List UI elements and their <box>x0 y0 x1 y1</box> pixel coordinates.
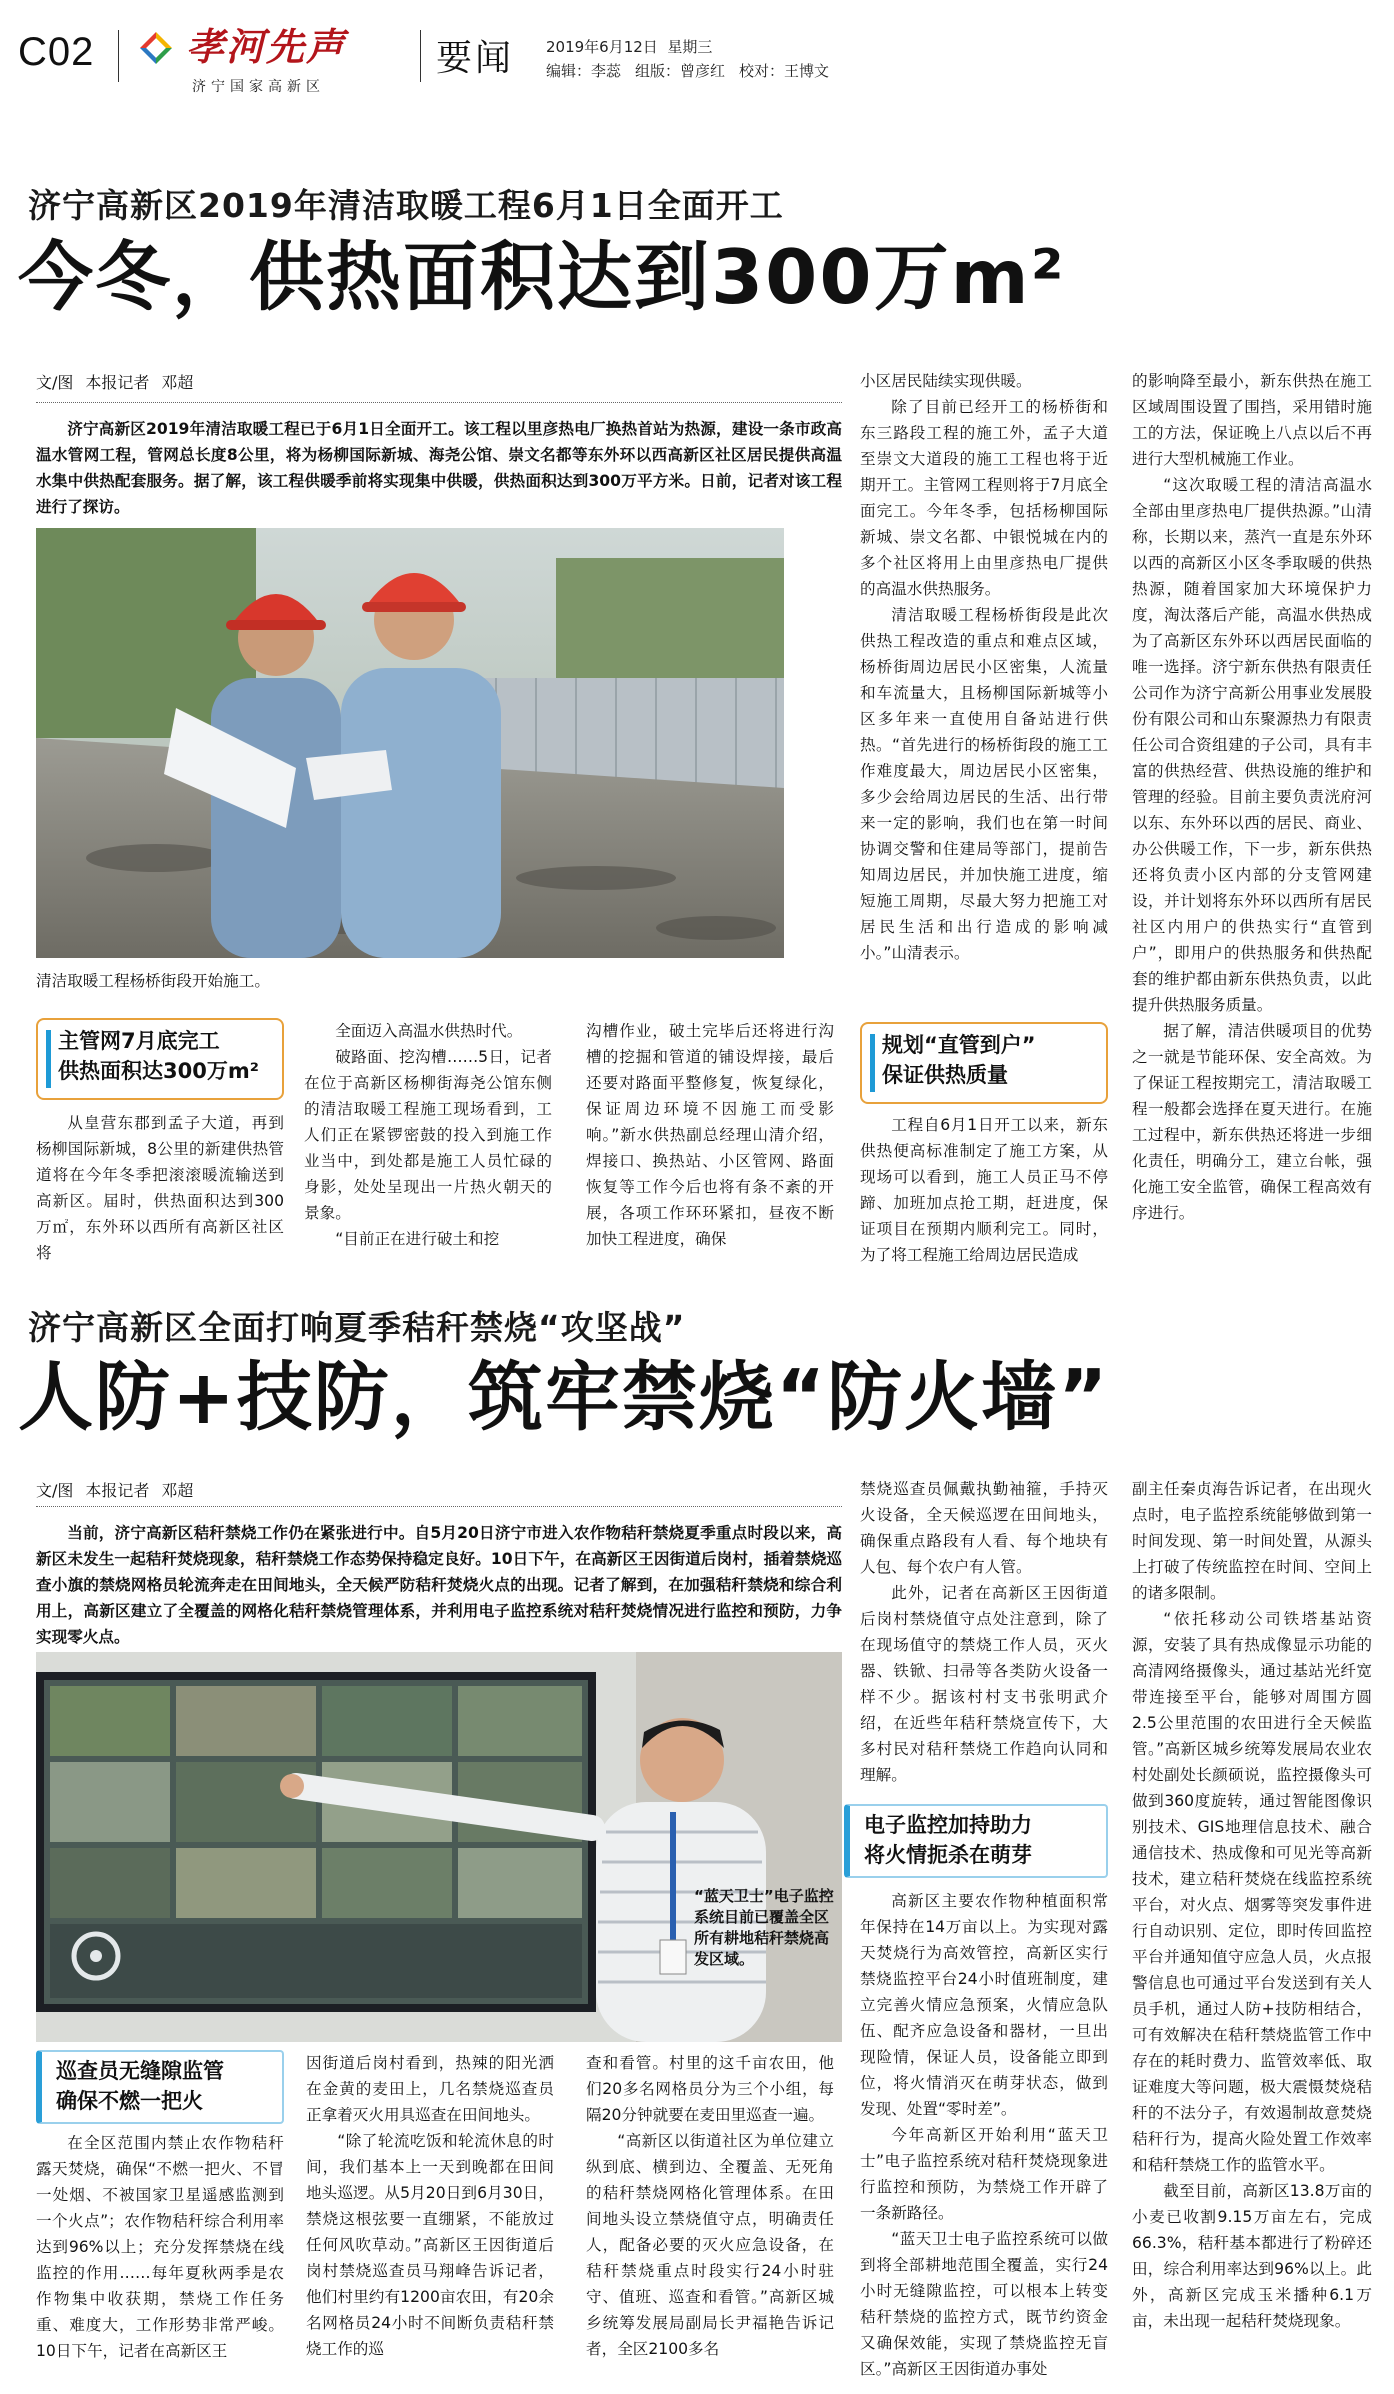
article1-kicker: 济宁高新区2019年清洁取暖工程6月1日全面开工 <box>28 186 784 225</box>
subhead-line-2: 确保不燃一把火 <box>56 2089 203 2113</box>
subhead-line-1: 巡查员无缝隙监管 <box>56 2059 224 2083</box>
article1-column-3 <box>586 1018 834 1286</box>
byline-name: 邓超 <box>161 373 194 392</box>
paragraph: “除了轮流吃饭和轮流休息的时间，我们基本上一天到晚都在田间地头巡逻。从5月20日到6月30日，禁烧这根弦要一直绷紧，不能放过任何风吹草动。”高新区王因街道后岗村禁烧巡查员马翔峰告诉记者，他们村里约有1200亩农田，有20余名网格员24小时不间断负责秸秆禁烧工作的巡 <box>306 2132 554 2358</box>
byline-name: 邓超 <box>161 1481 194 1500</box>
article1-column-6 <box>1132 368 1372 1288</box>
article2-column-2 <box>306 2050 554 2388</box>
article1-subhead-1 <box>36 1018 284 1100</box>
paragraph: “目前正在进行破土和挖 <box>335 1230 500 1248</box>
article1-subhead-2 <box>860 1022 1108 1104</box>
paragraph: 据了解，清洁供暖项目的优势之一就是节能环保、安全高效。为了保证工程按期完工，清洁取暖工程一般都会选择在夏天进行。在施工过程中，新东供热还将进一步细化责任，明确分工，建立台帐，强化施工安全监管，确保工程高效有序进行。 <box>1132 1022 1372 1222</box>
paragraph: 小区居民陆续实现供暖。 <box>860 372 1032 390</box>
subhead-line-1: 主管网7月底完工 <box>58 1029 220 1053</box>
article1-headline: 今冬，供热面积达到300万m² <box>18 233 1066 321</box>
issue-date <box>546 36 712 57</box>
subhead-line-2: 将火情扼杀在萌芽 <box>864 1843 1032 1867</box>
byline-role: 文/图 <box>36 1481 74 1500</box>
paragraph: “高新区以街道社区为单位建立纵到底、横到边、全覆盖、无死角的秸秆禁烧网格化管理体系。在田间地头设立禁烧值守点，明确责任人，配备必要的灭火应急设备，在秸秆禁烧重点时段实行24小时驻守、值班、巡查和看管。”高新区城乡统筹发展局副局长尹福艳告诉记者，全区2100多名 <box>586 2132 834 2358</box>
article1-lead <box>36 416 842 520</box>
subhead-line-2: 保证供热质量 <box>882 1063 1008 1087</box>
paragraph: 工程自6月1日开工以来，新东供热便高标准制定了施工方案，从现场可以看到，施工人员正马不停蹄、加班加点抢工期，赶进度，保证项目在预期内顺利完工。同时，为了将工程施工给周边居民造成 <box>860 1116 1108 1264</box>
date: 2019年6月12日 <box>546 38 658 56</box>
article1-column-1 <box>36 1110 284 1286</box>
paragraph: 破路面、挖沟槽……5日，记者在位于高新区杨柳街海尧公馆东侧的清洁取暖工程施工现场看到，工人们正在紧锣密鼓的投入到施工作业当中，到处都是施工人员忙碌的身影，处处呈现出一片热火朝天的景象。 <box>304 1048 552 1222</box>
paragraph: “依托移动公司铁塔基站资源，安装了具有热成像显示功能的高清网络摄像头，通过基站光纤宽带连接至平台，能够对周围方圆2.5公里范围的农田进行全天候监管。”高新区城乡统筹发展局农业农村处副处长颜硕说，监控摄像头可做到360度旋转，通过智能图像识别技术、GIS地理信息技术、融合通信技术、热成像和可见光等高新技术，建立秸秆焚烧在线监控系统平台，对火点、烟雾等突发事件进行自动识别、定位，即时传回监控平台并通知值守应急人员，火点报警信息也可通过平台发送到有关人员手机，通过人防+技防相结合，可有效解决在秸秆禁烧监管工作中存在的耗时费力、监管效率低、取证难度大等问题，极大震慑焚烧秸秆的不法分子，有效遏制故意焚烧秸秆行为，提高火险处置工作效率和秸秆禁烧工作的监管水平。 <box>1132 1610 1372 2174</box>
paragraph: 从皇营东郡到孟子大道，再到杨柳国际新城，8公里的新建供热管道将在今年冬季把滚滚暖流输送到高新区。届时，供热面积达到300万㎡，东外环以西所有高新区社区将 <box>36 1114 284 1262</box>
editor-credits <box>546 60 843 81</box>
paragraph: 今年高新区开始利用“蓝天卫士”电子监控系统对秸秆焚烧现象进行监控和预防，为禁烧工作开辟了一条新路径。 <box>860 2126 1108 2222</box>
paragraph: “这次取暖工程的清洁高温水全部由里彦热电厂提供热源。”山清称，长期以来，蒸汽一直是东外环以西的高新区小区冬季取暖的供热热源，随着国家加大环境保护力度，淘汰落后产能，高温水供热成为了高新区东外环以西居民面临的唯一选择。济宁新东供热有限责任公司作为济宁高新公用事业发展股份有限公司和山东聚源热力有限责任公司合资组建的子公司，具有丰富的供热经营、供热设施的维护和管理的经验。目前主要负责洸府河以东、东外环以西的居民、商业、办公供暖工作，下一步，新东供热还将负责小区内部的分支管网建设，并计划将东外环以西所有居民社区内用户的供热实行“直管到户”，即用户的供热服务和供热配套的维护都由新东供热负责，以此提升供热服务质量。 <box>1132 476 1372 1014</box>
divider <box>36 1506 842 1507</box>
article1-photo-caption: 清洁取暖工程杨桥街段开始施工。 <box>36 972 270 990</box>
paragraph: 禁烧巡查员佩戴执勤袖箍，手持灭火设备，全天候巡逻在田间地头，确保重点路段有人看、每个地块有人包、每个农户有人管。 <box>860 1480 1108 1576</box>
paragraph: 因街道后岗村看到，热辣的阳光洒在金黄的麦田上，几名禁烧巡查员正拿着灭火用具巡查在田间地头。 <box>306 2054 554 2124</box>
paragraph: 此外，记者在高新区王因街道后岗村禁烧值守点处注意到，除了在现场值守的禁烧工作人员，灭火器、铁锨、扫帚等各类防火设备一样不少。据该村村支书张明武介绍，在近些年秸秆禁烧宣传下，大多村民对秸秆禁烧工作趋向认同和理解。 <box>860 1584 1108 1784</box>
paragraph: 的影响降至最小，新东供热在施工区域周围设置了围挡，采用错时施工的方法，保证晚上八点以后不再进行大型机械施工作业。 <box>1132 372 1372 468</box>
divider <box>36 402 842 403</box>
article2-column-1 <box>36 2130 284 2388</box>
paragraph: 沟槽作业，破土完毕后还将进行沟槽的挖掘和管道的铺设焊接，最后还要对路面平整修复，恢复绿化，保证周边环境不因施工而受影响。”新水供热副总经理山清介绍，焊接口、换热站、小区管网、路面恢复等工作今后也将有条不紊的开展，各项工作环环紧扣，昼夜不断加快工程进度，确保 <box>586 1022 834 1248</box>
newspaper-brand-sub: 济宁国家高新区 <box>192 79 325 95</box>
article2-byline <box>36 1478 205 1501</box>
paragraph: 查和看管。村里的这千亩农田，他们20多名网格员分为三个小组，每隔20分钟就要在麦田里巡查一遍。 <box>586 2054 834 2124</box>
article2-headline: 人防+技防，筑牢禁烧“防火墙” <box>18 1353 1110 1441</box>
paragraph: “蓝天卫士电子监控系统可以做到将全部耕地范围全覆盖，实行24小时无缝隙监控，可以根本上转变秸秆禁烧的监控方式，既节约资金又确保效能，实现了禁烧监控无盲区。”高新区王因街道办事处 <box>860 2230 1108 2378</box>
subhead-line-1: 规划“直管到户” <box>882 1033 1036 1057</box>
paragraph: 除了目前已经开工的杨桥街和东三路段工程的施工外，孟子大道至崇文大道段的施工工程也将于近期开工。主管网工程则将于7月底全面完工。今年冬季，包括杨柳国际新城、崇文名都、中银悦城在内的多个社区将用上由里彦热电厂提供的高温水供热服务。 <box>860 398 1108 598</box>
article2-column-4 <box>860 1476 1108 1798</box>
article1-byline <box>36 370 205 393</box>
article1-column-5 <box>860 1112 1108 1288</box>
page-number: C02 <box>18 30 95 74</box>
newspaper-brand: 孝河先声 <box>186 24 347 69</box>
article2-kicker: 济宁高新区全面打响夏季秸秆禁烧“攻坚战” <box>28 1308 686 1347</box>
section-name: 要闻 <box>436 38 515 79</box>
paragraph: 截至目前，高新区13.8万亩的小麦已收割9.15万亩左右，完成66.3%，秸秆基本都进行了粉碎还田，综合利用率达到96%以上。此外，高新区完成玉米播种6.1万亩，未出现一起秸秆焚烧现象。 <box>1132 2182 1372 2330</box>
article2-column-5 <box>860 1888 1108 2388</box>
article2-photo <box>36 1652 842 2042</box>
article2-photo-caption: “蓝天卫士”电子监控系统目前已覆盖全区所有耕地秸秆禁烧高发区域。 <box>694 1887 834 1968</box>
byline-reporter: 本报记者 <box>85 1481 150 1500</box>
header-divider-2 <box>420 30 421 82</box>
article2-column-6 <box>1132 1476 1372 2388</box>
article2-column-3 <box>586 2050 834 2388</box>
paragraph: 高新区主要农作物种植面积常年保持在14万亩以上。为实现对露天焚烧行为高效管控，高新区实行禁烧监控平台24小时值班制度，建立完善火情应急预案，火情应急队伍、配齐应急设备和器材，一旦出现险情，保证人员，设备能立即到位，将火情消灭在萌芽状态，做到发现、处置“零时差”。 <box>860 1892 1108 2118</box>
editor: 编辑：李蕊 <box>546 62 622 80</box>
paragraph: 清洁取暖工程杨桥街段是此次供热工程改造的重点和难点区域，杨桥街周边居民小区密集，人流量和车流量大，且杨柳国际新城等小区多年来一直使用自备站进行供热。“首先进行的杨桥街段的施工工作难度最大，周边居民小区密集，多少会给周边居民的生活、出行带来一定的影响，我们也在第一时间协调交警和住建局等部门，提前告知周边居民，并加快施工进度，缩短施工周期，尽最大努力把施工对居民生活和出行造成的影响减小。”山清表示。 <box>860 606 1108 962</box>
article2-lead-text: 当前，济宁高新区秸秆禁烧工作仍在紧张进行中。自5月20日济宁市进入农作物秸秆禁烧夏季重点时段以来，高新区未发生一起秸秆焚烧现象，秸秆禁烧工作态势保持稳定良好。10日下午，在高新区王因街道后岗村，插着禁烧巡查小旗的禁烧网格员轮流奔走在田间地头，全天候严防秸秆焚烧火点的出现。记者了解到，在加强秸秆禁烧和综合利用上，高新区建立了全覆盖的网格化秸秆禁烧管理体系，并利用电子监控系统对秸秆焚烧情况进行监控和预防，力争实现零火点。 <box>36 1524 842 1646</box>
subhead-line-2: 供热面积达300万m² <box>58 1059 259 1083</box>
newspaper-logo-icon <box>136 28 176 68</box>
article2-subhead-1 <box>36 2050 284 2124</box>
layout-editor: 组版：曾彦红 <box>635 62 726 80</box>
paragraph: 副主任秦贞海告诉记者，在出现火点时，电子监控系统能够做到第一时间发现、第一时间处置，从源头上打破了传统监控在时间、空间上的诸多限制。 <box>1132 1480 1372 1602</box>
subhead-line-1: 电子监控加持助力 <box>864 1813 1032 1837</box>
paragraph: 在全区范围内禁止农作物秸秆露天焚烧，确保“不燃一把火、不冒一处烟、不被国家卫星遥感监测到一个火点”；农作物秸秆综合利用率达到96%以上；充分发挥禁烧在线监控的作用……每年夏秋两季是农作物集中收获期，禁烧工作任务重、难度大，工作形势非常严峻。10日下午，记者在高新区王 <box>36 2134 284 2360</box>
article1-lead-text: 济宁高新区2019年清洁取暖工程已于6月1日全面开工。该工程以里彦热电厂换热首站为热源，建设一条市政高温水管网工程，管网总长度8公里，将为杨柳国际新城、海尧公馆、崇文名都等东外环以西高新区社区居民提供高温水集中供热配套服务。据了解，该工程供暖季前将实现集中供暖，供热面积达到300万平方米。日前，记者对该工程进行了探访。 <box>36 420 842 516</box>
byline-role: 文/图 <box>36 373 74 392</box>
article2-lead <box>36 1520 842 1650</box>
paragraph: 全面迈入高温水供热时代。 <box>335 1022 523 1040</box>
article1-column-4 <box>860 368 1108 1026</box>
article1-column-2 <box>304 1018 552 1286</box>
weekday: 星期三 <box>667 38 713 56</box>
article2-subhead-2 <box>844 1804 1108 1878</box>
byline-reporter: 本报记者 <box>85 373 150 392</box>
accent-bar <box>870 1034 875 1092</box>
accent-bar <box>46 1030 51 1088</box>
header-divider <box>118 30 119 82</box>
article1-photo <box>36 528 784 958</box>
proofreader: 校对：王博文 <box>739 62 830 80</box>
